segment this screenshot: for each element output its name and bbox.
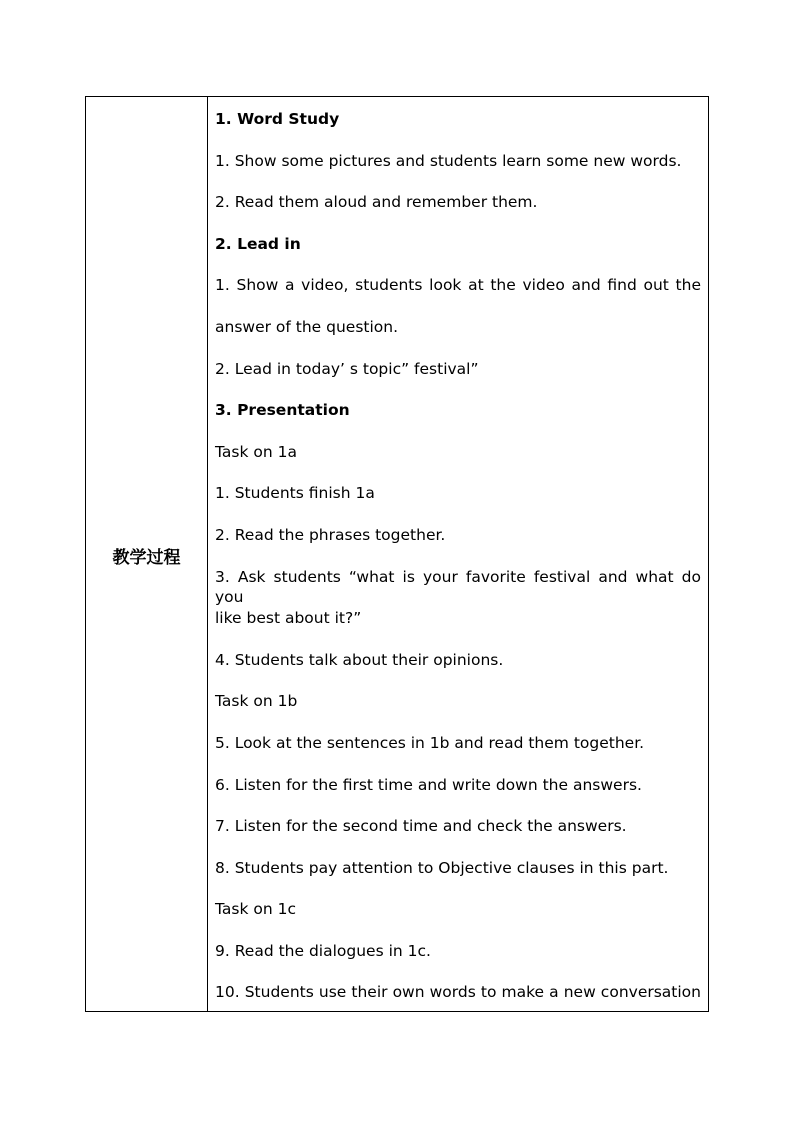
lesson-table [85, 96, 709, 1012]
content-line: 1. Students finish 1a [215, 484, 375, 503]
content-line: 8. Students pay attention to Objective clauses in this part. [215, 858, 669, 877]
section-heading: 3. Presentation [215, 401, 350, 420]
content-line: answer of the question. [215, 317, 399, 336]
section-heading: 2. Lead in [215, 234, 301, 253]
content-line: 5. Look at the sentences in 1b and read them together. [215, 733, 645, 752]
content-line: 7. Listen for the second time and check the answers. [215, 817, 627, 836]
content-line: 6. Listen for the first time and write down the answers. [215, 775, 642, 794]
content-line: 1. Show a video, students look at the video and find out the [215, 276, 701, 295]
content-lines [215, 109, 701, 1024]
content-line: 4. Students talk about their opinions. [215, 650, 504, 669]
content-line: 2. Lead in today’ s topic” festival” [215, 359, 479, 378]
content-line: 10. Students use their own words to make a new conversation [215, 983, 701, 1002]
content-line: Task on 1b [215, 692, 298, 711]
content-line: 9. Read the dialogues in 1c. [215, 941, 431, 960]
content-line: 2. Read the phrases together. [215, 525, 446, 544]
content-cell [208, 97, 708, 1011]
content-line: like best about it?” [215, 609, 362, 628]
content-line: 1. Show some pictures and students learn some new words. [215, 151, 682, 170]
label-cell [86, 97, 208, 1011]
content-line: Task on 1c [215, 900, 296, 919]
content-line: 2. Read them aloud and remember them. [215, 193, 538, 212]
content-line: Task on 1a [215, 442, 297, 461]
section-heading: 1. Word Study [215, 110, 340, 128]
content-line: 3. Ask students “what is your favorite festival and what do you [215, 567, 701, 606]
section-label: 教学过程 [112, 548, 181, 568]
